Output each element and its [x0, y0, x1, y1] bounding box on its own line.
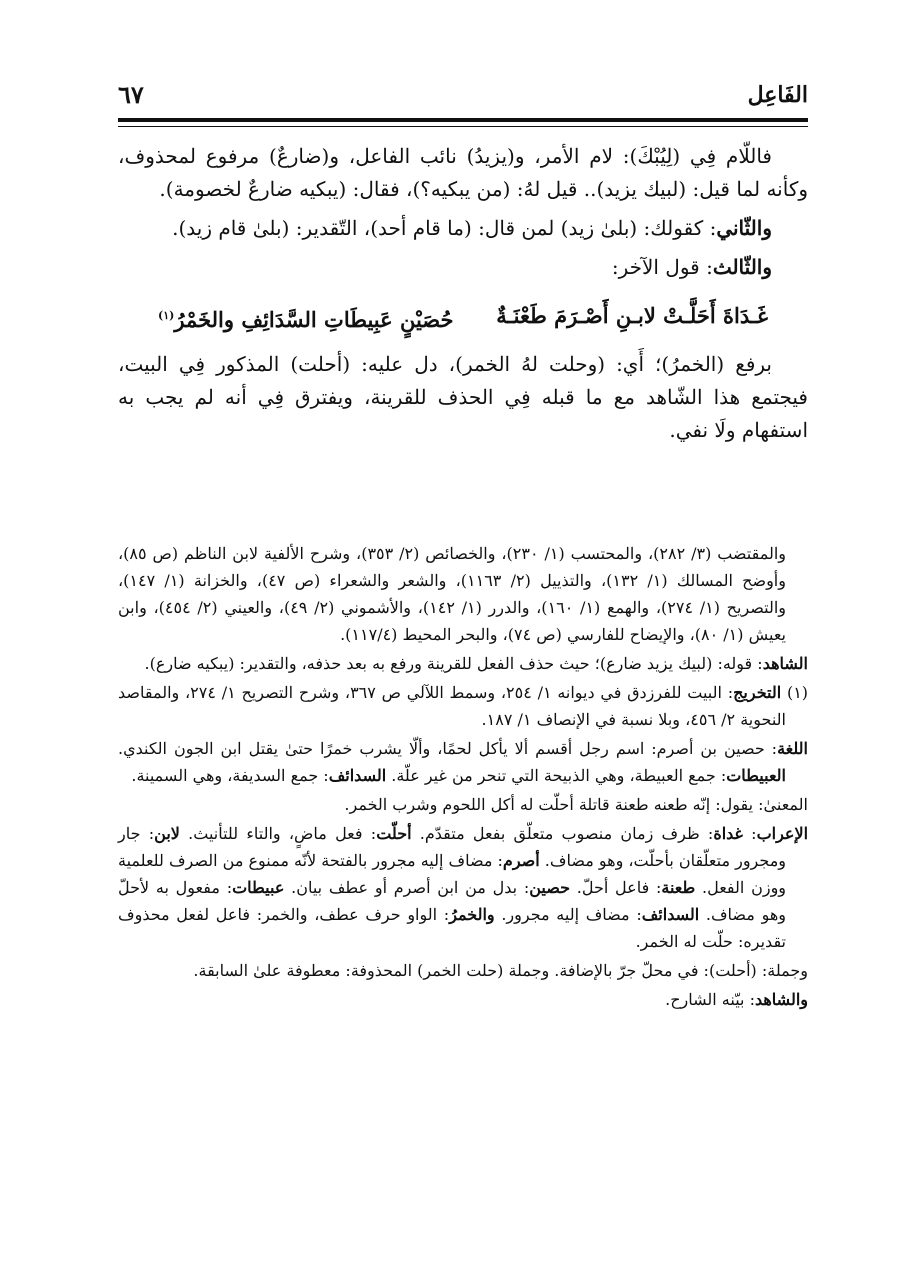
footnote-sources: والمقتضب (٣/ ٢٨٢)، والمحتسب (١/ ٢٣٠)، والخصائص (٢/ ٣٥٣)، وشرح الألفية لابن الناظم (ص ٨٥)، وأوضح المسالك (١/ ١٣٢)، والتذييل (٢/ ١١٦٣)، والشعر والشعراء (ص ٤٧)، والخزانة (١/ ١٤٧)، والتصريح (١/ ٢٧٤)، والهمع (١/ ١٦٠)، والدرر (١/ ١٤٢)، والأشموني (٢/ ٤٩)، والعيني (٢/ ٤٥٤)، وابن يعيش (١/ ٨٠)، والإيضاح للفارسي (ص ٧٤)، والبحر المحيط (١١٧/٤). [118, 544, 787, 644]
paragraph-2-label: والثّاني [716, 216, 772, 240]
footnote-mark: (١) [158, 309, 175, 322]
page-number: ٦٧ [118, 80, 144, 109]
page-header [118, 78, 808, 114]
footnotes [118, 540, 808, 1015]
footnote-takhrij: (١) التخريج: البيت للفرزدق في ديوانه ١/ ٢٥٤، وسمط اللآلي ص ٣٦٧، وشرح التصريح ١/ ٢٧٤، والمقاصد النحوية ٢/ ٤٥٦، وبلا نسبة في الإنصاف ١/ ١٨٧. [118, 683, 809, 729]
paragraph-3-label: والثّالث [712, 255, 772, 279]
paragraph-4: برفع (الخمرُ)؛ أَي: (وحلت لهُ الخمر)، دل عليه: (أحلت) المذكور فِي البيت، فيجتمع هذا الشّاهد مع ما قبله فِي الحذف للقرينة، ويفترق فِي أنه لم يجب به استفهام ولَا نفي. [118, 352, 808, 442]
poetry-verse [158, 298, 768, 338]
footnote-irab: الإعراب: غداة: ظرف زمان منصوب متعلّق بفعل متقدّم. أحلّت: فعل ماضٍ، والتاء للتأنيث. لابن: جار ومجرور متعلّقان بأحلّت، وهو مضاف. أصرم: مضاف إليه مجرور بالفتحة لأنّه ممنوع من الصرف للعلمية ووزن الفعل. طعنة: فاعل أحلّ. حصين: بدل من ابن أصرم أو عطف بيان. عبيطات: مفعول به لأحلّ وهو مضاف. السدائف: مضاف إليه مجرور. والخمرُ: الواو حرف عطف، والخمر: فاعل لفعل محذوف تقديره: حلّت له الخمر. [118, 824, 809, 951]
footnote-shahid-final: والشاهد: بيّنه الشارح. [665, 990, 808, 1009]
verse-hemistich-1: غَـدَاةَ أَحَلَّـتْ لابـنِ أَصْـرَمَ طَعْنَـةٌ [496, 303, 768, 328]
main-text [118, 140, 808, 453]
verse-hemistich-2: حُصَيْنٍ عَبِيطَاتِ السَّدَائِفِ والخَمْرُ$^{(١)}$ [158, 307, 454, 332]
header-rule-thin [118, 126, 808, 127]
header-rule-thick [118, 118, 808, 122]
footnote-maana: المعنىٰ: يقول: إنّه طعنه طعنة قاتلة أحلّت له أكل اللحوم وشرب الخمر. [344, 795, 808, 814]
paragraph-2: والثّاني: كقولك: (بلىٰ زيد) لمن قال: (ما قام أحد)، التّقدير: (بلىٰ قام زيد). [172, 216, 772, 240]
paragraph-1: فاللّام فِي (لِيُبْكَ): لام الأمر، و(يزيدُ) نائب الفاعل، و(ضارعٌ) مرفوع لمحذوف، وكأنه لما قيل: (لبيك يزيد).. قيل لهُ: (من يبكيه؟)، فقال: (يبكيه ضارعٌ لخصومة). [118, 144, 808, 201]
footnote-jumla: وجملة: (أحلت): في محلّ جرّ بالإضافة. وجملة (حلت الخمر) المحذوفة: معطوفة علىٰ السابقة. [193, 961, 808, 980]
chapter-title: الفَاعِل [747, 82, 808, 108]
footnote-lugha: اللغة: حصين بن أصرم: اسم رجل أقسم ألا يأكل لحمًا، وألّا يشرب خمرًا حتىٰ يقتل ابن الجون الكندي. العبيطات: جمع العبيطة، وهي الذبيحة التي تنحر من غير علّة. السدائف: جمع السديفة، وهي السمينة. [118, 739, 808, 785]
paragraph-3: والثّالث: قول الآخر: [611, 255, 772, 279]
footnote-shahid: الشاهد: قوله: (لبيك يزيد ضارع)؛ حيث حذف الفعل للقرينة ورفع به بعد حذفه، والتقدير: (يبكيه ضارع). [144, 654, 808, 673]
